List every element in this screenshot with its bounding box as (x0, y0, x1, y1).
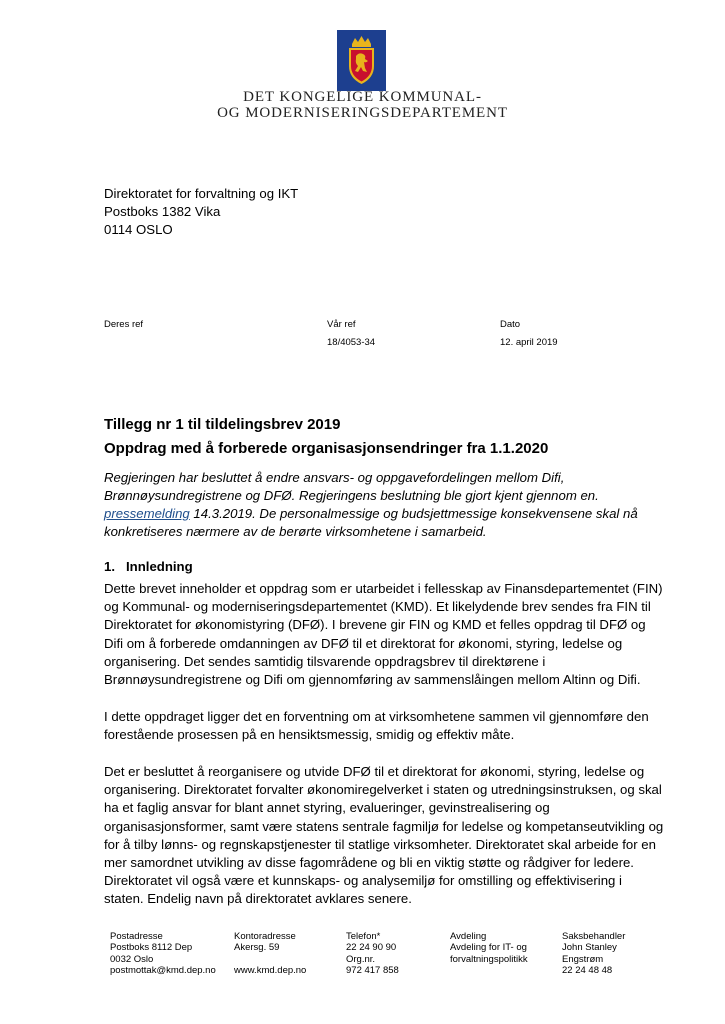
footer-label: Kontoradresse (234, 931, 296, 942)
letter-title: Tillegg nr 1 til tildelingsbrev 2019 (104, 416, 341, 433)
footer-value: 972 417 858 (346, 965, 399, 977)
footer-value: Engstrøm (562, 953, 604, 965)
footer-value: Postboks 8112 Dep (110, 942, 193, 954)
footer-label: Saksbehandler (562, 931, 626, 942)
dato-value: 12. april 2019 (500, 337, 558, 348)
footer-kontoradresse (234, 931, 306, 977)
footer-value: John Stanley (562, 942, 617, 954)
footer-value (450, 965, 528, 976)
footer-email: postmottak@kmd.dep.no (110, 965, 216, 977)
deres-ref-label: Deres ref (104, 319, 144, 330)
section-number: 1. (104, 559, 115, 574)
footer-label: Postadresse (110, 931, 163, 942)
norwegian-coat-of-arms-icon (337, 30, 386, 91)
footer-telefon (346, 931, 399, 977)
footer-postadresse (110, 931, 216, 977)
footer-value: forvaltningspolitikk (450, 953, 528, 965)
footer-value: Org.nr. (346, 953, 376, 965)
footer-label: Telefon* (346, 931, 381, 942)
footer-value: Avdeling for IT- og (450, 942, 527, 954)
lead-text-part1: Regjeringen har besluttet å endre ansvars- og oppgavefordelingen mellom Difi, Brønnøysundregistrene og DFØ. Regjeringens beslutning ble gjort kjent gjennom en. (104, 470, 599, 503)
footer-saksbehandler (562, 931, 625, 977)
body-paragraph-2: I dette oppdraget ligger det en forventning om at virksomhetene sammen vil gjennomføre den forestående prosessen på en hensiktsmessig, smidig og effektiv måte. (104, 709, 649, 743)
letter-subtitle: Oppdrag med å forberede organisasjonsendringer fra 1.1.2020 (104, 440, 549, 457)
recipient-name: Direktoratet for forvaltning og IKT (104, 186, 299, 201)
footer-avdeling (450, 931, 528, 977)
body-paragraph-1: Dette brevet inneholder et oppdrag som er utarbeidet i fellesskap av Finansdepartementet (FIN) og Kommunal- og moderniseringsdepartementet (KMD). Et likelydende brev sendes fra FIN til Direktoratet for økonomistyring (DFØ). I brevene gir FIN og KMD et felles oppdrag til DFØ og Difi om å forberede omdanningen av DFØ til et direktorat for økonomi, styring, ledelse og organisering. Det sendes samtidig tilsvarende oppdragsbrev til direktørene i Brønnøysundregistrene og Difi om gjennomføring av sammenslåingen mellom Altinn og Difi. (104, 581, 663, 688)
section-title: Innledning (126, 559, 193, 574)
ministry-name-line1: DET KONGELIGE KOMMUNAL- (243, 89, 482, 105)
var-ref-value: 18/4053-34 (327, 337, 376, 348)
footer-value: Akersg. 59 (234, 942, 280, 954)
recipient-postbox: Postboks 1382 Vika (104, 204, 221, 219)
footer-value: 22 24 90 90 (346, 942, 397, 954)
footer-value: 22 24 48 48 (562, 965, 613, 977)
footer-website: www.kmd.dep.no (234, 965, 307, 977)
letterhead (0, 30, 725, 125)
footer-label: Avdeling (450, 931, 487, 942)
lead-text-part2: 14.3.2019. De personalmessige og budsjettmessige konsekvensene skal nå konkretiseres nærmere av de berørte virksomhetene i samarbeid. (104, 506, 638, 539)
body-paragraph-3: Det er besluttet å reorganisere og utvide DFØ til et direktorat for økonomi, styring, ledelse og organisering. Direktoratet forvalter økonomiregelverket i staten og utredningsinstruksen, og skal ha et faglig ansvar for blant annet styring, evalueringer, gevinstrealisering og organisasjonsformer, samt være statens sentrale fagmiljø for ledelse og kompetanseutvikling og for å tilby lønns- og regnskapstjenester til statlige virksomheter. Direktoratet skal arbeide for en mer samordnet utvikling av disse fagområdene og bli en viktig støtte og rådgiver for ledere. Direktoratet vil også være et kunnskaps- og analysemiljø for omstilling og effektivisering i staten. Endelig navn på direktoratet avklares senere. (104, 764, 664, 907)
section-heading (104, 559, 193, 574)
footer-value: 0032 Oslo (110, 953, 154, 965)
recipient-address (104, 185, 298, 239)
pressemelding-link[interactable]: pressemelding (104, 506, 190, 521)
var-ref-label: Vår ref (327, 319, 356, 330)
ministry-name-line2: OG MODERNISERINGSDEPARTEMENT (217, 105, 508, 121)
recipient-postal-code: 0114 OSLO (104, 222, 173, 237)
lead-paragraph (104, 469, 650, 541)
footer-value (234, 954, 306, 965)
dato-label: Dato (500, 319, 521, 330)
